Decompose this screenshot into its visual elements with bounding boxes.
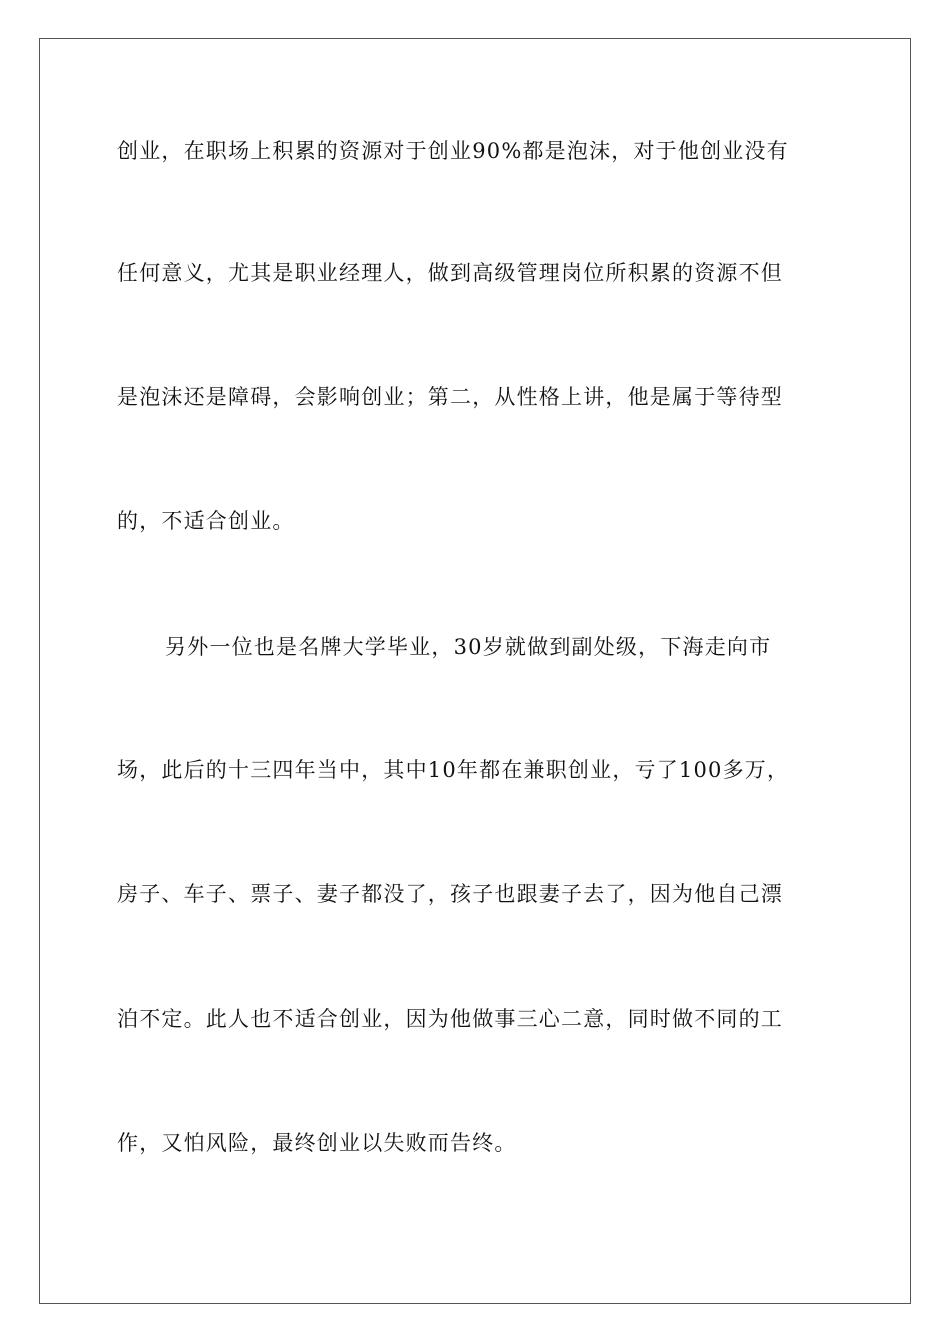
paragraph-line: 的，不适合创业。 xyxy=(117,509,295,533)
paragraph-line: 创业，在职场上积累的资源对于创业90%都是泡沫，对于他创业没有 xyxy=(117,139,789,163)
paragraph-line: 场，此后的十三四年当中，其中10年都在兼职创业，亏了100多万， xyxy=(117,758,790,782)
paragraph-line: 作，又怕风险，最终创业以失败而告终。 xyxy=(117,1131,517,1155)
page-border xyxy=(39,38,911,1304)
paragraph-line: 泊不定。此人也不适合创业，因为他做事三心二意，同时做不同的工 xyxy=(117,1007,783,1031)
paragraph-line: 是泡沫还是障碍，会影响创业；第二，从性格上讲，他是属于等待型 xyxy=(117,385,783,409)
paragraph-line: 房子、车子、票子、妻子都没了，孩子也跟妻子去了，因为他自己漂 xyxy=(117,882,783,906)
paragraph-line: 任何意义，尤其是职业经理人，做到高级管理岗位所积累的资源不但 xyxy=(117,261,783,285)
paragraph-first-line: 另外一位也是名牌大学毕业，30岁就做到副处级，下海走向市 xyxy=(165,635,772,659)
